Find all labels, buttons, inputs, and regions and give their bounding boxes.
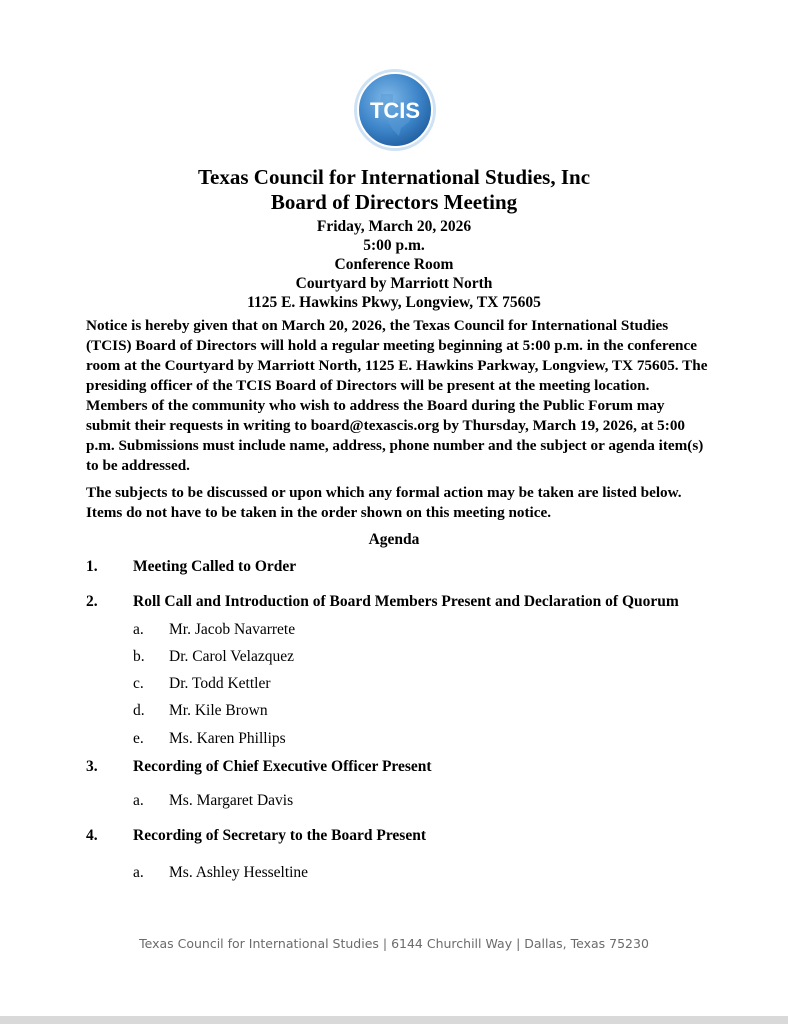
agenda-item-title: Roll Call and Introduction of Board Members Present and Declaration of Quorum [133,593,679,610]
sub-item-letter: a. [133,864,144,881]
tcis-logo [353,68,437,152]
agenda-item-title: Meeting Called to Order [133,558,297,575]
notice-paragraph: Notice is hereby given that on March 20, 2026, the Texas Council for International Studies (TCIS) Board of Directors will hold a regular meeting beginning at 5:00 p.m. in the conference room at the Courtyard by Marriott North, 1125 E. Hawkins Parkway, Longview, TX 75605. The presiding officer of the TCIS Board of Directors will be present at the meeting location. Members of the community who wish to address the Board during the Public Forum may submit their requests in writing to board@texascis.org by Thursday, March 19, 2026, at 5:00 p.m. Submissions must include name, address, phone number and the subject or agenda item(s) to be addressed. [86,317,708,474]
agenda-item-number: 2. [86,593,98,610]
agenda-heading: Agenda [368,531,420,548]
agenda-item-number: 1. [86,558,98,575]
meeting-date: Friday, March 20, 2026 [316,218,472,235]
sub-item-letter: a. [133,621,144,638]
meeting-address: 1125 E. Hawkins Pkwy, Longview, TX 75605 [247,294,541,311]
logo-text: TCIS [369,98,421,123]
meeting-venue: Courtyard by Marriott North [295,275,493,292]
agenda-item-number: 4. [86,827,98,844]
agenda-item-title: Recording of Secretary to the Board Present [133,827,426,844]
sub-item-letter: d. [133,702,145,719]
meeting-time: 5:00 p.m. [363,237,425,254]
agenda-item-title: Recording of Chief Executive Officer Present [133,758,432,775]
meeting-room: Conference Room [334,256,454,273]
officer-name: Ms. Margaret Davis [169,792,294,809]
sub-item-letter: e. [133,730,144,747]
agenda-item-number: 3. [86,758,98,775]
sub-item-letter: b. [133,648,145,665]
meeting-title: Board of Directors Meeting [270,190,518,214]
page-footer: Texas Council for International Studies | 6144 Churchill Way | Dallas, Texas 75230 [139,936,649,951]
secretary-name: Ms. Ashley Hesseltine [169,864,309,881]
board-member-name: Dr. Todd Kettler [169,675,271,692]
board-member-name: Mr. Jacob Navarrete [169,621,296,638]
board-member-name: Ms. Karen Phillips [169,730,286,747]
organization-name: Texas Council for International Studies, Inc [197,165,591,189]
subjects-paragraph: The subjects to be discussed or upon which any formal action may be taken are listed below. Items do not have to be taken in the order shown on this meeting notice. [86,484,682,521]
sub-item-letter: a. [133,792,144,809]
board-member-name: Mr. Kile Brown [169,702,268,719]
board-member-name: Dr. Carol Velazquez [169,648,294,665]
sub-item-letter: c. [133,675,144,692]
window-bottom-bar [0,1016,788,1024]
